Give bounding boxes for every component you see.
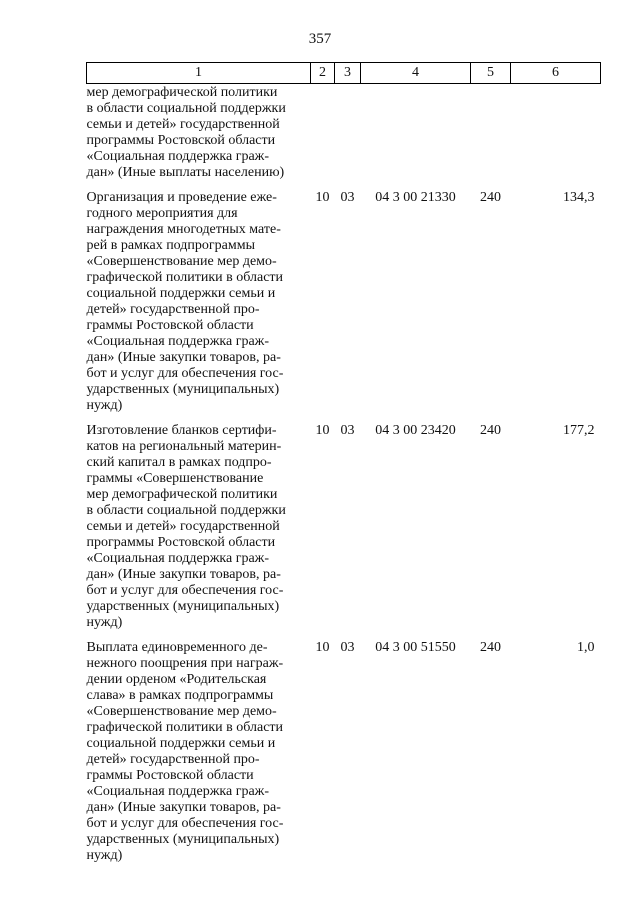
table-row	[87, 84, 601, 191]
row-section: 10	[315, 190, 330, 205]
row-target-code: 04 3 00 23420	[375, 423, 456, 438]
row-amount	[511, 84, 601, 191]
row-amount: 177,2	[563, 423, 595, 438]
row-name: Организация и проведение еже- годного мероприятия для награждения многодетных мате- рей в рамках подпрограммы «Совершенствование мер демо- графической политики в области социальной поддержки семьи и детей» государственной про- граммы Ростовской области «Социальная поддержка граж- дан» (Иные закупки товаров, ра- бот и услуг для обеспечения гос- ударственных (муниципальных) нужд)	[86, 190, 284, 413]
header-col-4: 4	[361, 63, 471, 84]
row-expense-type: 240	[480, 423, 501, 438]
row-name: Выплата единовременного де- нежного поощрения при награж- дении орденом «Родительская слава» в рамках подпрограммы «Совершенствование мер демо- графической политики в области социальной поддержки семьи и детей» государственной про- граммы Ростовской области «Социальная поддержка граж- дан» (Иные закупки товаров, ра- бот и услуг для обеспечения гос- ударственных (муниципальных) нужд)	[86, 640, 284, 863]
row-target-code: 04 3 00 21330	[375, 190, 456, 205]
row-subsection: 03	[340, 640, 355, 655]
row-section: 10	[315, 423, 330, 438]
header-col-1: 1	[87, 63, 311, 84]
row-name: мер демографической политики в области социальной поддержки семьи и детей» государственной программы Ростовской области «Социальная поддержка граж- дан» (Иные выплаты населению)	[86, 85, 286, 180]
row-expense-type: 240	[480, 640, 501, 655]
row-name: Изготовление бланков сертифи- катов на региональный материн- ский капитал в рамках подпро- граммы «Совершенствование мер демографической политики в области социальной поддержки семьи и детей» государственной программы Ростовской области «Социальная поддержка граж- дан» (Иные закупки товаров, ра- бот и услуг для обеспечения гос- ударственных (муниципальных) нужд)	[86, 423, 286, 630]
row-subsection: 03	[340, 423, 355, 438]
budget-table	[86, 62, 601, 873]
table-row	[87, 423, 601, 640]
row-amount: 1,0	[577, 640, 595, 655]
header-col-5: 5	[471, 63, 511, 84]
table-body	[87, 84, 601, 874]
row-subsection	[335, 84, 361, 191]
header-col-2: 2	[311, 63, 335, 84]
table-header	[87, 63, 601, 84]
header-col-6: 6	[511, 63, 601, 84]
row-section: 10	[315, 640, 330, 655]
header-col-3: 3	[335, 63, 361, 84]
row-expense-type: 240	[480, 190, 501, 205]
table-row	[87, 640, 601, 873]
row-subsection: 03	[340, 190, 355, 205]
row-target-code: 04 3 00 51550	[375, 640, 456, 655]
row-section	[311, 84, 335, 191]
row-target-code	[361, 84, 471, 191]
header-row	[87, 63, 601, 84]
table-row	[87, 190, 601, 423]
row-amount: 134,3	[563, 190, 595, 205]
row-expense-type	[471, 84, 511, 191]
page-number: 357	[308, 31, 332, 47]
